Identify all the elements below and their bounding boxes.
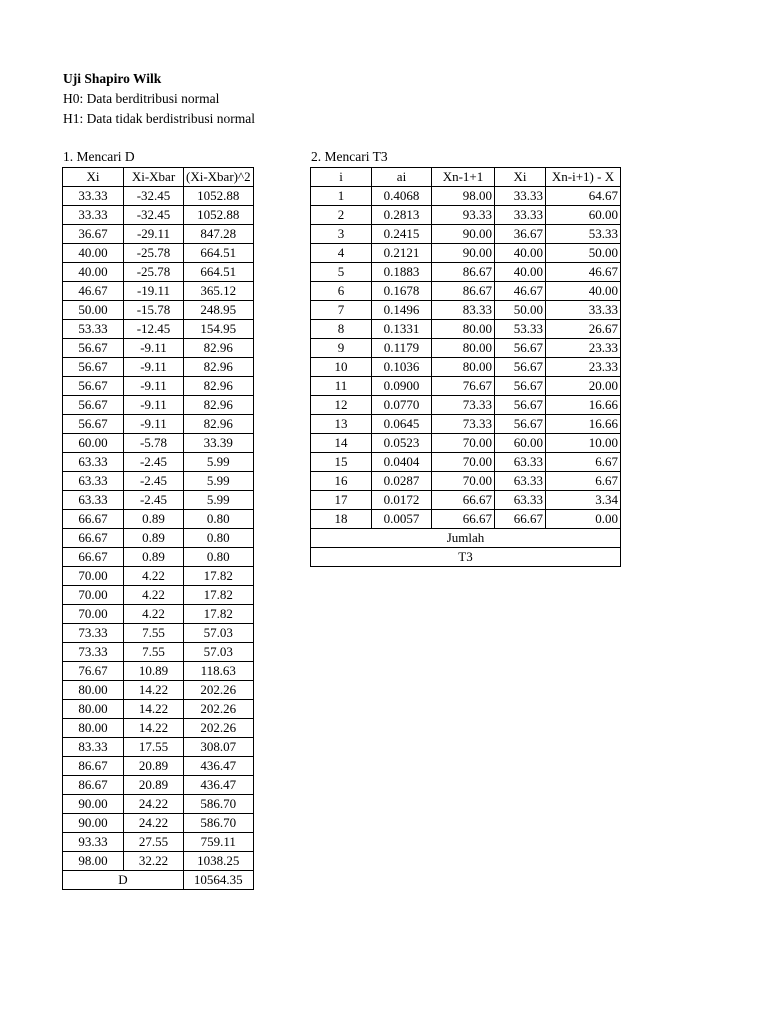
table-cell: 40.00 — [63, 244, 124, 263]
table-cell: 0.1678 — [372, 282, 432, 301]
table-cell: 308.07 — [184, 738, 254, 757]
table-cell: 36.67 — [495, 225, 546, 244]
table-cell: 66.67 — [495, 510, 546, 529]
table-cell: 0.0645 — [372, 415, 432, 434]
table-cell: 17 — [311, 491, 372, 510]
table-cell: 46.67 — [495, 282, 546, 301]
table-cell: 10 — [311, 358, 372, 377]
column-header: Xn-1+1 — [432, 168, 495, 187]
table-cell: 4.22 — [124, 567, 184, 586]
table-cell: 5.99 — [184, 491, 254, 510]
table-cell: 14.22 — [124, 681, 184, 700]
table-row — [63, 719, 254, 738]
table-cell: 57.03 — [184, 643, 254, 662]
table-cell: 82.96 — [184, 377, 254, 396]
table-row — [311, 244, 621, 263]
table-cell: 53.33 — [546, 225, 621, 244]
table-cell: 57.03 — [184, 624, 254, 643]
table-cell: 80.00 — [63, 700, 124, 719]
table-cell: 60.00 — [495, 434, 546, 453]
table-row — [63, 244, 254, 263]
table-row — [63, 662, 254, 681]
table-cell: 586.70 — [184, 814, 254, 833]
table-cell: -9.11 — [124, 396, 184, 415]
table-cell: 0.2121 — [372, 244, 432, 263]
table-row — [63, 320, 254, 339]
table-row — [63, 301, 254, 320]
table-cell: 56.67 — [495, 358, 546, 377]
table-cell: 17.82 — [184, 605, 254, 624]
table-cell: 2 — [311, 206, 372, 225]
table-cell: 90.00 — [432, 244, 495, 263]
table-cell: 40.00 — [495, 244, 546, 263]
table-cell: 0.2813 — [372, 206, 432, 225]
table-row — [63, 776, 254, 795]
table-cell: 0.1496 — [372, 301, 432, 320]
table-cell: 0.0770 — [372, 396, 432, 415]
table-cell: 82.96 — [184, 396, 254, 415]
table-cell: 56.67 — [63, 377, 124, 396]
table-cell: 0.1883 — [372, 263, 432, 282]
table-cell: 586.70 — [184, 795, 254, 814]
table-cell: 80.00 — [63, 719, 124, 738]
table-cell: 50.00 — [495, 301, 546, 320]
table-row — [311, 453, 621, 472]
table-cell: 15 — [311, 453, 372, 472]
table-row — [311, 491, 621, 510]
table-cell: 63.33 — [63, 453, 124, 472]
table-cell: 12 — [311, 396, 372, 415]
table-cell: -29.11 — [124, 225, 184, 244]
sum-row — [311, 529, 621, 548]
table-cell: -25.78 — [124, 263, 184, 282]
table-cell: 76.67 — [432, 377, 495, 396]
table-cell: 82.96 — [184, 339, 254, 358]
table-cell: 66.67 — [432, 491, 495, 510]
table-cell: 14 — [311, 434, 372, 453]
table-row — [63, 377, 254, 396]
table-cell: 90.00 — [63, 795, 124, 814]
table-cell: 56.67 — [63, 396, 124, 415]
table-cell: 82.96 — [184, 358, 254, 377]
section-t3-heading: 2. Mencari T3 — [311, 149, 388, 164]
table-cell: 0.1036 — [372, 358, 432, 377]
table-cell: 33.33 — [546, 301, 621, 320]
table-row — [63, 643, 254, 662]
table-cell: 13 — [311, 415, 372, 434]
table-cell: 4 — [311, 244, 372, 263]
column-header: ai — [372, 168, 432, 187]
table-cell: 53.33 — [495, 320, 546, 339]
column-header: Xi — [495, 168, 546, 187]
table-cell: 664.51 — [184, 263, 254, 282]
table-cell: 7 — [311, 301, 372, 320]
table-cell: 80.00 — [63, 681, 124, 700]
table-cell: 56.67 — [495, 339, 546, 358]
table-cell: 11 — [311, 377, 372, 396]
table-row — [311, 434, 621, 453]
table-cell: 6.67 — [546, 472, 621, 491]
table-d — [62, 167, 254, 890]
table-cell: 56.67 — [63, 415, 124, 434]
table-cell: 436.47 — [184, 776, 254, 795]
table-cell: 63.33 — [63, 491, 124, 510]
table-row — [63, 567, 254, 586]
table-row — [63, 605, 254, 624]
table-cell: 93.33 — [432, 206, 495, 225]
table-cell: 33.33 — [63, 187, 124, 206]
table-cell: 0.89 — [124, 548, 184, 567]
sum-label: Jumlah — [311, 529, 621, 548]
table-cell: 46.67 — [63, 282, 124, 301]
table-cell: -25.78 — [124, 244, 184, 263]
table-cell: 64.67 — [546, 187, 621, 206]
table-cell: 66.67 — [63, 548, 124, 567]
table-cell: -9.11 — [124, 415, 184, 434]
t3-label: T3 — [311, 548, 621, 567]
section-d-heading: 1. Mencari D — [63, 149, 135, 164]
table-row — [63, 833, 254, 852]
table-cell: -2.45 — [124, 472, 184, 491]
table-row — [63, 548, 254, 567]
table-cell: 0.80 — [184, 529, 254, 548]
table-cell: 17.82 — [184, 586, 254, 605]
table-cell: 7.55 — [124, 624, 184, 643]
table-row — [63, 282, 254, 301]
table-cell: -9.11 — [124, 377, 184, 396]
table-cell: 3.34 — [546, 491, 621, 510]
table-cell: 73.33 — [63, 643, 124, 662]
table-cell: 17.82 — [184, 567, 254, 586]
table-cell: 86.67 — [432, 282, 495, 301]
table-cell: 0.0287 — [372, 472, 432, 491]
table-cell: 0.89 — [124, 529, 184, 548]
table-cell: 20.89 — [124, 757, 184, 776]
table-cell: 80.00 — [432, 320, 495, 339]
table-row — [311, 472, 621, 491]
table-row — [63, 681, 254, 700]
table-cell: 56.67 — [495, 415, 546, 434]
table-cell: 66.67 — [432, 510, 495, 529]
table-cell: 26.67 — [546, 320, 621, 339]
table-cell: 14.22 — [124, 719, 184, 738]
total-row — [63, 871, 254, 890]
table-cell: 20.00 — [546, 377, 621, 396]
table-cell: 759.11 — [184, 833, 254, 852]
table-cell: 4.22 — [124, 586, 184, 605]
null-hypothesis: H0: Data berditribusi normal — [63, 91, 220, 106]
table-cell: 5.99 — [184, 472, 254, 491]
table-cell: 66.67 — [63, 529, 124, 548]
column-header: (Xi-Xbar)^2 — [184, 168, 254, 187]
table-cell: 0.0404 — [372, 453, 432, 472]
table-cell: 0.00 — [546, 510, 621, 529]
table-row — [63, 263, 254, 282]
table-row — [63, 453, 254, 472]
table-cell: 0.0523 — [372, 434, 432, 453]
table-row — [311, 415, 621, 434]
table-row — [311, 282, 621, 301]
table-row — [311, 377, 621, 396]
table-cell: 1052.88 — [184, 206, 254, 225]
table-row — [63, 187, 254, 206]
table-row — [63, 529, 254, 548]
table-cell: -9.11 — [124, 339, 184, 358]
table-cell: -19.11 — [124, 282, 184, 301]
table-cell: 0.1331 — [372, 320, 432, 339]
table-cell: 83.33 — [63, 738, 124, 757]
table-cell: 16.66 — [546, 396, 621, 415]
table-cell: -5.78 — [124, 434, 184, 453]
table-cell: 0.89 — [124, 510, 184, 529]
table-row — [63, 814, 254, 833]
table-cell: 32.22 — [124, 852, 184, 871]
table-cell: 664.51 — [184, 244, 254, 263]
table-row — [63, 795, 254, 814]
table-cell: 86.67 — [63, 757, 124, 776]
table-cell: 1038.25 — [184, 852, 254, 871]
table-cell: 80.00 — [432, 358, 495, 377]
column-header: Xn-i+1) - X — [546, 168, 621, 187]
table-cell: 6.67 — [546, 453, 621, 472]
total-label: D — [63, 871, 184, 890]
table-cell: 202.26 — [184, 719, 254, 738]
table-cell: -12.45 — [124, 320, 184, 339]
table-cell: 36.67 — [63, 225, 124, 244]
table-cell: 0.1179 — [372, 339, 432, 358]
table-cell: 7.55 — [124, 643, 184, 662]
table-cell: -32.45 — [124, 206, 184, 225]
table-cell: 0.4068 — [372, 187, 432, 206]
table-cell: 73.33 — [432, 415, 495, 434]
table-cell: 70.00 — [63, 605, 124, 624]
table-cell: 63.33 — [495, 472, 546, 491]
table-cell: 56.67 — [495, 396, 546, 415]
table-cell: 93.33 — [63, 833, 124, 852]
table-cell: 73.33 — [63, 624, 124, 643]
table-cell: 17.55 — [124, 738, 184, 757]
table-cell: 4.22 — [124, 605, 184, 624]
table-cell: 5 — [311, 263, 372, 282]
table-row — [63, 358, 254, 377]
table-cell: 0.80 — [184, 510, 254, 529]
table-cell: -2.45 — [124, 453, 184, 472]
table-row — [63, 339, 254, 358]
table-row — [63, 624, 254, 643]
table-cell: 90.00 — [432, 225, 495, 244]
table-d-body — [63, 168, 254, 890]
table-cell: 33.33 — [63, 206, 124, 225]
document-title: Uji Shapiro Wilk — [63, 71, 162, 86]
table-cell: 0.2415 — [372, 225, 432, 244]
table-t3 — [310, 167, 621, 567]
table-row — [63, 700, 254, 719]
table-cell: 847.28 — [184, 225, 254, 244]
table-cell: 6 — [311, 282, 372, 301]
table-row — [311, 225, 621, 244]
table-cell: 82.96 — [184, 415, 254, 434]
table-header-row — [63, 168, 254, 187]
column-header: Xi — [63, 168, 124, 187]
table-cell: 98.00 — [63, 852, 124, 871]
table-row — [311, 339, 621, 358]
t3-row — [311, 548, 621, 567]
table-cell: 5.99 — [184, 453, 254, 472]
table-cell: 14.22 — [124, 700, 184, 719]
table-cell: 24.22 — [124, 814, 184, 833]
table-cell: 3 — [311, 225, 372, 244]
table-cell: 27.55 — [124, 833, 184, 852]
table-row — [63, 510, 254, 529]
table-row — [311, 206, 621, 225]
table-row — [63, 415, 254, 434]
table-t3-body — [311, 168, 621, 567]
table-row — [311, 358, 621, 377]
total-value: 10564.35 — [184, 871, 254, 890]
table-cell: 70.00 — [432, 453, 495, 472]
table-row — [63, 225, 254, 244]
table-row — [311, 301, 621, 320]
table-cell: 56.67 — [63, 339, 124, 358]
table-cell: 0.0900 — [372, 377, 432, 396]
table-cell: 33.33 — [495, 206, 546, 225]
table-cell: 10.00 — [546, 434, 621, 453]
table-cell: 0.80 — [184, 548, 254, 567]
table-cell: 9 — [311, 339, 372, 358]
table-row — [63, 852, 254, 871]
table-cell: 70.00 — [63, 567, 124, 586]
table-cell: 1 — [311, 187, 372, 206]
table-cell: 10.89 — [124, 662, 184, 681]
table-cell: 23.33 — [546, 339, 621, 358]
table-cell: -32.45 — [124, 187, 184, 206]
table-row — [63, 757, 254, 776]
table-cell: 16 — [311, 472, 372, 491]
table-cell: 70.00 — [432, 434, 495, 453]
table-cell: 18 — [311, 510, 372, 529]
table-cell: 53.33 — [63, 320, 124, 339]
column-header: Xi-Xbar — [124, 168, 184, 187]
table-cell: -2.45 — [124, 491, 184, 510]
table-cell: 86.67 — [432, 263, 495, 282]
table-cell: 63.33 — [495, 491, 546, 510]
table-row — [311, 320, 621, 339]
table-row — [63, 472, 254, 491]
table-row — [63, 491, 254, 510]
table-cell: 1052.88 — [184, 187, 254, 206]
table-cell: 46.67 — [546, 263, 621, 282]
table-cell: 365.12 — [184, 282, 254, 301]
table-cell: 70.00 — [63, 586, 124, 605]
table-cell: 86.67 — [63, 776, 124, 795]
table-row — [63, 738, 254, 757]
table-cell: 60.00 — [546, 206, 621, 225]
table-cell: 63.33 — [495, 453, 546, 472]
table-cell: 154.95 — [184, 320, 254, 339]
table-cell: 66.67 — [63, 510, 124, 529]
table-cell: 90.00 — [63, 814, 124, 833]
table-cell: -15.78 — [124, 301, 184, 320]
table-cell: 73.33 — [432, 396, 495, 415]
table-cell: 33.33 — [495, 187, 546, 206]
table-cell: 436.47 — [184, 757, 254, 776]
table-cell: 40.00 — [63, 263, 124, 282]
table-row — [311, 510, 621, 529]
table-cell: -9.11 — [124, 358, 184, 377]
table-cell: 248.95 — [184, 301, 254, 320]
table-cell: 16.66 — [546, 415, 621, 434]
table-cell: 202.26 — [184, 681, 254, 700]
table-row — [311, 187, 621, 206]
table-cell: 63.33 — [63, 472, 124, 491]
table-cell: 50.00 — [546, 244, 621, 263]
table-cell: 50.00 — [63, 301, 124, 320]
table-cell: 8 — [311, 320, 372, 339]
alternative-hypothesis: H1: Data tidak berdistribusi normal — [63, 111, 255, 126]
table-cell: 33.39 — [184, 434, 254, 453]
table-cell: 98.00 — [432, 187, 495, 206]
table-cell: 202.26 — [184, 700, 254, 719]
table-row — [311, 263, 621, 282]
table-cell: 56.67 — [495, 377, 546, 396]
table-cell: 80.00 — [432, 339, 495, 358]
table-cell: 70.00 — [432, 472, 495, 491]
table-cell: 83.33 — [432, 301, 495, 320]
table-cell: 118.63 — [184, 662, 254, 681]
table-row — [63, 586, 254, 605]
table-header-row — [311, 168, 621, 187]
table-cell: 0.0057 — [372, 510, 432, 529]
table-cell: 23.33 — [546, 358, 621, 377]
table-row — [311, 396, 621, 415]
table-row — [63, 206, 254, 225]
table-cell: 76.67 — [63, 662, 124, 681]
table-cell: 56.67 — [63, 358, 124, 377]
table-cell: 20.89 — [124, 776, 184, 795]
table-row — [63, 434, 254, 453]
table-cell: 24.22 — [124, 795, 184, 814]
table-cell: 0.0172 — [372, 491, 432, 510]
table-row — [63, 396, 254, 415]
table-cell: 60.00 — [63, 434, 124, 453]
table-cell: 40.00 — [495, 263, 546, 282]
column-header: i — [311, 168, 372, 187]
table-cell: 40.00 — [546, 282, 621, 301]
